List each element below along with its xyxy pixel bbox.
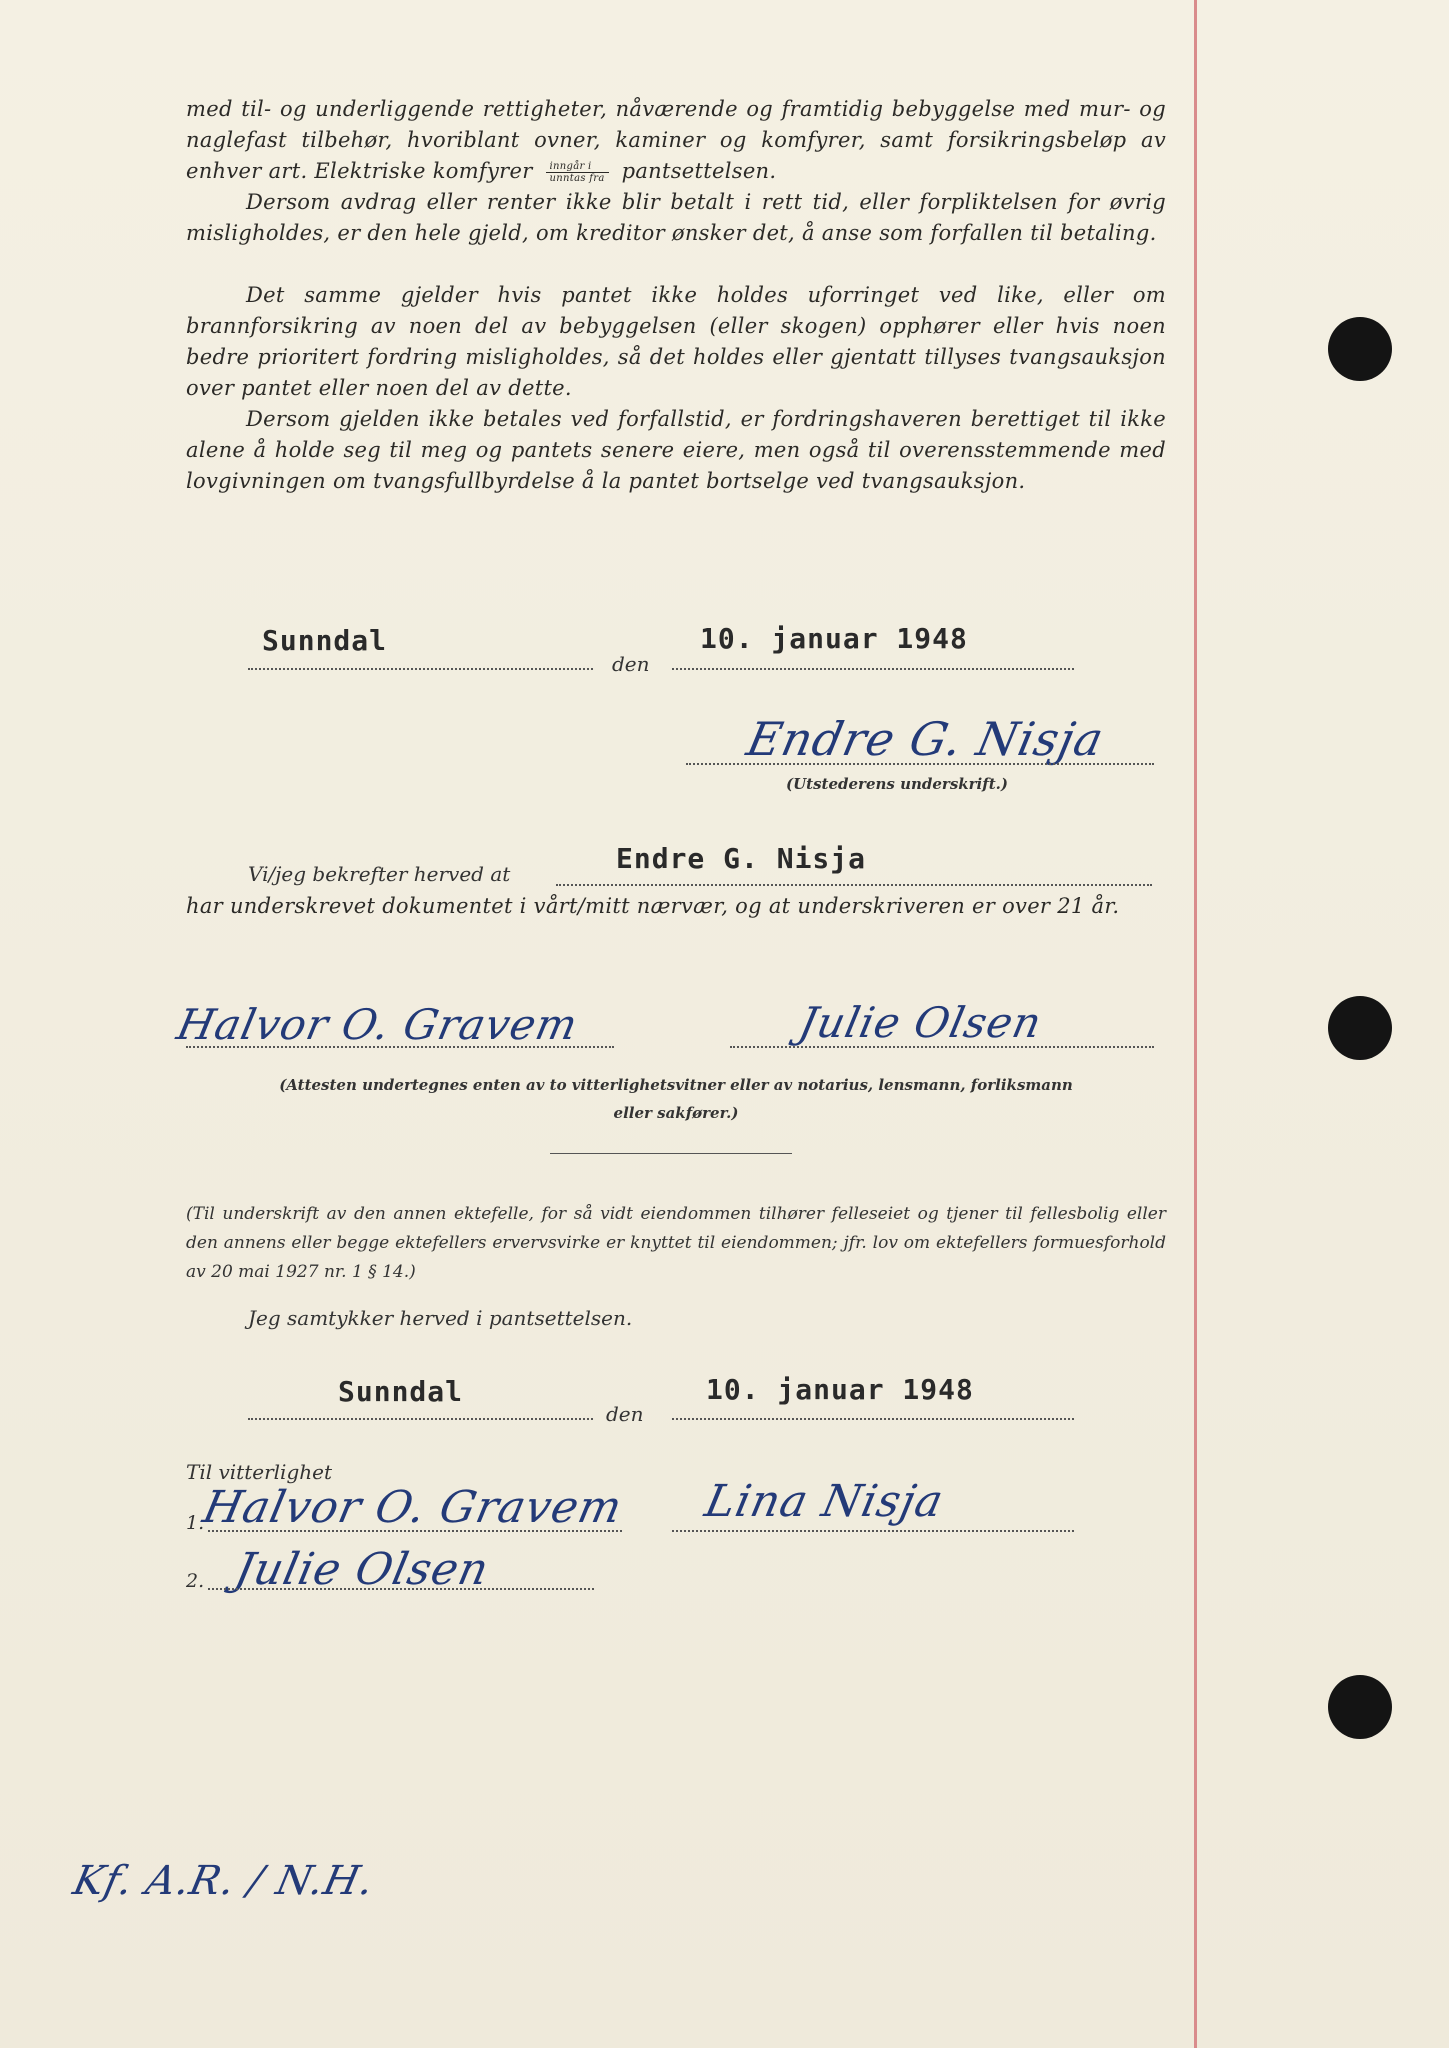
- fraction-bottom: unntas fra: [549, 173, 605, 184]
- witness-left-dots: [186, 1046, 614, 1048]
- den-label-2: den: [606, 1402, 644, 1426]
- date-1: 10. januar 1948: [700, 622, 968, 655]
- punch-hole-bottom: [1328, 1675, 1392, 1739]
- witness-number-1: 1.: [186, 1512, 205, 1534]
- clause-enforcement: Dersom gjelden ikke betales ved forfallstid, er fordringshaveren berettiget til ikke alene å holde seg til meg og pantets senere eiere, men også til overensstemmende med lovgivningen om tvangsfullbyrdelse å la pantet bortselge ved tvangsauksjon.: [186, 407, 1166, 493]
- clause-impairment: Det samme gjelder hvis pantet ikke holdes uforringet ved like, eller om brannforsikring av noen del av bebyggelsen (eller skogen) opphører eller hvis noen bedre prioritert fordring misligholdes, så det holdes eller gjentatt tillyses tvangsauksjon over pantet eller noen del av dette.: [186, 283, 1166, 400]
- place-2: Sunndal: [338, 1375, 464, 1408]
- place-1: Sunndal: [262, 624, 388, 657]
- witness-signature-right: Julie Olsen: [794, 998, 1047, 1047]
- confirmed-name-dots: [556, 884, 1152, 886]
- witness-caption-line-1: (Attesten undertegnes enten av to vitterlighetsvitner eller av notarius, lensmann, forliksmann: [279, 1076, 1073, 1094]
- issuer-caption: (Utstederens underskrift.): [786, 775, 1008, 793]
- witness-2-dots: [208, 1588, 594, 1590]
- issuer-signature: Endre G. Nisja: [742, 712, 1109, 766]
- red-margin-line: [1194, 0, 1197, 2048]
- confirmed-name: Endre G. Nisja: [616, 842, 867, 875]
- place-1-dots: [248, 668, 593, 670]
- clause-property-rights: [186, 94, 1166, 187]
- witness-2-signature-2: Julie Olsen: [230, 1544, 494, 1595]
- witness-signature-left: Halvor O. Gravem: [172, 1000, 583, 1049]
- witness-label: Til vitterlighet: [186, 1460, 333, 1484]
- fraction-top: inngår i: [546, 161, 609, 173]
- witness-number-2: 2.: [186, 1570, 205, 1592]
- witness-right-dots: [730, 1046, 1154, 1048]
- witness-1-dots: [208, 1530, 622, 1532]
- place-2-dots: [248, 1418, 593, 1420]
- spouse-note: (Til underskrift av den annen ektefelle, for så vidt eiendommen tilhører felleseiet og tjener til fellesbolig eller den annens eller begge ektefellers ervervsvirke er knyttet til eiendommen; jfr. lov om ektefellers formuesforhold av 20 mai 1927 nr. 1 § 14.): [186, 1204, 1166, 1282]
- confirmation-text: har underskrevet dokumentet i vårt/mitt nærvær, og at underskriveren er over 21 år.: [186, 894, 1120, 918]
- komfyrer-fraction: [546, 161, 609, 184]
- date-2-dots: [672, 1418, 1074, 1420]
- consent-text: Jeg samtykker herved i pantsettelsen.: [248, 1306, 633, 1330]
- spouse-signature-dots: [672, 1530, 1074, 1532]
- witness-2-signature-1: Halvor O. Gravem: [198, 1482, 627, 1533]
- spouse-signature: Lina Nisja: [700, 1476, 949, 1527]
- clause-default: Dersom avdrag eller renter ikke blir betalt i rett tid, eller forpliktelsen for øvrig misligholdes, er den hele gjeld, om kreditor ønsker det, å anse som forfallen til betaling.: [186, 190, 1166, 245]
- issuer-signature-dots: [686, 763, 1154, 765]
- witness-caption-line-2: eller sakfører.): [613, 1104, 739, 1122]
- date-1-dots: [672, 668, 1074, 670]
- date-2: 10. januar 1948: [706, 1373, 974, 1406]
- punch-hole-middle: [1328, 996, 1392, 1060]
- clause-1-text: med til- og underliggende rettigheter, nåværende og framtidig bebyggelse med mur- og naglefast tilbehør, hvoriblant ovner, kaminer og komfyrer, samt forsikringsbeløp av enhver art. Elektriske komfyrer: [186, 97, 1166, 183]
- punch-hole-top: [1328, 317, 1392, 381]
- clause-1-end: pantsettelsen.: [621, 159, 777, 183]
- confirmation-label: Vi/jeg bekrefter herved at: [248, 862, 511, 886]
- margin-annotation: Kf. A.R. / N.H.: [69, 1858, 379, 1904]
- den-label-1: den: [612, 652, 650, 676]
- section-divider: [550, 1153, 792, 1154]
